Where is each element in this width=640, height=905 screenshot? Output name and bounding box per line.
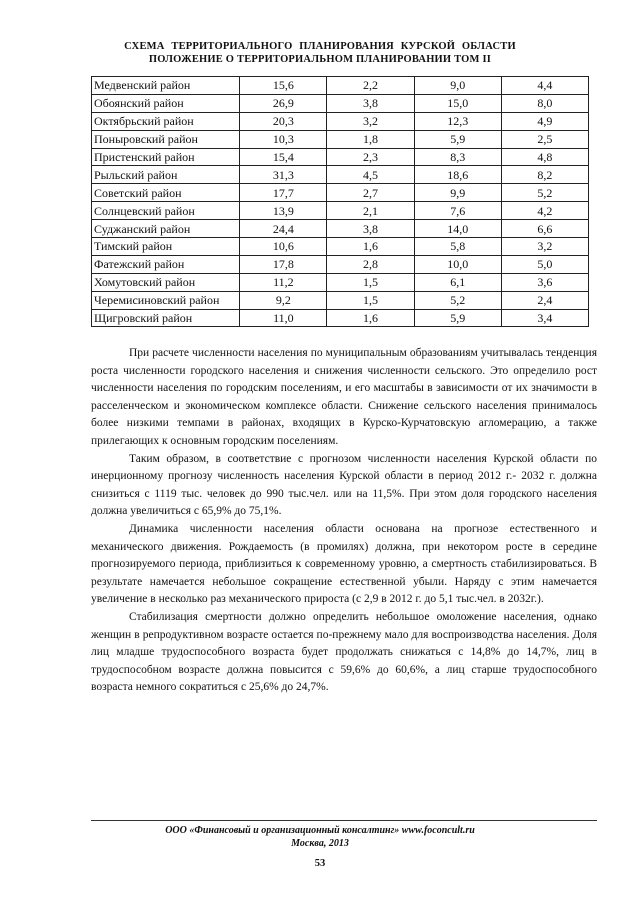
table-row bbox=[92, 309, 589, 327]
header-subtitle: ПОЛОЖЕНИЕ О ТЕРРИТОРИАЛЬНОМ ПЛАНИРОВАНИИ ТОМ II bbox=[148, 54, 492, 65]
value-cell: 5,8 bbox=[414, 238, 501, 256]
district-name-cell: Хомутовский район bbox=[92, 273, 240, 291]
table-row bbox=[92, 273, 589, 291]
district-name-cell: Солнцевский район bbox=[92, 202, 240, 220]
value-cell: 2,7 bbox=[327, 184, 414, 202]
value-cell: 17,7 bbox=[240, 184, 327, 202]
value-cell: 1,6 bbox=[327, 238, 414, 256]
value-cell: 1,8 bbox=[327, 130, 414, 148]
value-cell: 5,9 bbox=[414, 130, 501, 148]
value-cell: 10,0 bbox=[414, 255, 501, 273]
value-cell: 5,9 bbox=[414, 309, 501, 327]
value-cell: 5,2 bbox=[414, 291, 501, 309]
value-cell: 20,3 bbox=[240, 112, 327, 130]
value-cell: 10,3 bbox=[240, 130, 327, 148]
table-row bbox=[92, 112, 589, 130]
table-row bbox=[92, 94, 589, 112]
district-population-table bbox=[91, 76, 589, 327]
value-cell: 4,5 bbox=[327, 166, 414, 184]
district-name-cell: Пристенский район bbox=[92, 148, 240, 166]
value-cell: 4,2 bbox=[501, 202, 588, 220]
paragraph-4: Стабилизация смертности должно определить небольшое омоложение населения, однако женщин в репродуктивном возрасте остается по-прежнему мало для воспроизводства населения. Доля лиц младше трудоспособного возраста будет продолжать снижаться с 14,8% до 14,7%, лиц в трудоспособном возрасте должна повысится с 59,6% до 60,6%, а лиц старше трудоспособного возраста немного сократиться с 25,6% до 24,7%. bbox=[91, 610, 597, 694]
value-cell: 7,6 bbox=[414, 202, 501, 220]
value-cell: 2,4 bbox=[501, 291, 588, 309]
table-row bbox=[92, 220, 589, 238]
value-cell: 9,2 bbox=[240, 291, 327, 309]
page-footer bbox=[0, 824, 640, 850]
value-cell: 14,0 bbox=[414, 220, 501, 238]
page-number: 53 bbox=[314, 858, 326, 869]
value-cell: 8,2 bbox=[501, 166, 588, 184]
district-name-cell: Черемисиновский район bbox=[92, 291, 240, 309]
paragraph-3: Динамика численности населения области основана на прогнозе естественного и механического движения. Рождаемость (в промилях) должна, при некотором росте в середине прогнозируемого периода, приблизиться к современному уровню, а смертность стабилизироваться. В результате намечается небольшое сокращение естественной убыли. Наряду с этим намечается увеличение в несколько раз механического прироста (с 2,9 в 2012 г. до 5,1 тыс.чел. в 2032г.). bbox=[91, 522, 597, 606]
value-cell: 2,1 bbox=[327, 202, 414, 220]
value-cell: 8,3 bbox=[414, 148, 501, 166]
footer-company: ООО «Финансовый и организационный консалтинг» www.foconcult.ru bbox=[165, 825, 475, 836]
page-header bbox=[0, 40, 640, 66]
value-cell: 6,6 bbox=[501, 220, 588, 238]
value-cell: 2,2 bbox=[327, 77, 414, 95]
value-cell: 15,0 bbox=[414, 94, 501, 112]
value-cell: 9,0 bbox=[414, 77, 501, 95]
value-cell: 1,6 bbox=[327, 309, 414, 327]
value-cell: 4,8 bbox=[501, 148, 588, 166]
table-row bbox=[92, 202, 589, 220]
district-name-cell: Советский район bbox=[92, 184, 240, 202]
value-cell: 11,2 bbox=[240, 273, 327, 291]
district-name-cell: Фатежский район bbox=[92, 255, 240, 273]
district-name-cell: Октябрьский район bbox=[92, 112, 240, 130]
footer-city-year: Москва, 2013 bbox=[291, 838, 349, 849]
value-cell: 3,8 bbox=[327, 220, 414, 238]
value-cell: 10,6 bbox=[240, 238, 327, 256]
value-cell: 15,4 bbox=[240, 148, 327, 166]
value-cell: 3,2 bbox=[501, 238, 588, 256]
table-body bbox=[92, 77, 589, 327]
header-title: СХЕМА ТЕРРИТОРИАЛЬНОГО ПЛАНИРОВАНИЯ КУРСКОЙ ОБЛАСТИ bbox=[124, 41, 516, 52]
district-name-cell: Щигровский район bbox=[92, 309, 240, 327]
value-cell: 2,3 bbox=[327, 148, 414, 166]
value-cell: 11,0 bbox=[240, 309, 327, 327]
value-cell: 3,6 bbox=[501, 273, 588, 291]
value-cell: 17,8 bbox=[240, 255, 327, 273]
value-cell: 12,3 bbox=[414, 112, 501, 130]
value-cell: 5,2 bbox=[501, 184, 588, 202]
district-name-cell: Рыльский район bbox=[92, 166, 240, 184]
value-cell: 26,9 bbox=[240, 94, 327, 112]
table-row bbox=[92, 238, 589, 256]
table-row bbox=[92, 255, 589, 273]
footer-divider bbox=[91, 820, 597, 821]
value-cell: 31,3 bbox=[240, 166, 327, 184]
value-cell: 15,6 bbox=[240, 77, 327, 95]
paragraph-2: Таким образом, в соответствие с прогнозом численности населения Курской области по инерционному прогнозу численность населения Курской области в период 2012 г.- 2032 г. должна снизиться с 1119 тыс. человек до 990 тыс.чел. или на 11,5%. При этом доля городского населения должна увеличиться с 65,9% до 75,1%. bbox=[91, 452, 597, 518]
district-name-cell: Суджанский район bbox=[92, 220, 240, 238]
district-name-cell: Обоянский район bbox=[92, 94, 240, 112]
value-cell: 9,9 bbox=[414, 184, 501, 202]
value-cell: 2,8 bbox=[327, 255, 414, 273]
value-cell: 18,6 bbox=[414, 166, 501, 184]
district-name-cell: Медвенский район bbox=[92, 77, 240, 95]
value-cell: 24,4 bbox=[240, 220, 327, 238]
table-row bbox=[92, 148, 589, 166]
paragraph-1: При расчете численности населения по муниципальным образованиям учитывалась тенденция роста численности городского населения и снижения численности сельского. Это определило рост численности населения по городским поселениям, и его масштабы в зависимости от их значимости в расселенческом и экономическом комплексе области. Снижение сельского населения принималось более низкими темпами в районах, входящих в Курско-Курчатовскую агломерацию, а также прилегающих к основным городским поселениям. bbox=[91, 347, 597, 447]
value-cell: 5,0 bbox=[501, 255, 588, 273]
value-cell: 13,9 bbox=[240, 202, 327, 220]
value-cell: 4,9 bbox=[501, 112, 588, 130]
district-name-cell: Тимский район bbox=[92, 238, 240, 256]
value-cell: 4,4 bbox=[501, 77, 588, 95]
district-name-cell: Поныровский район bbox=[92, 130, 240, 148]
table-row bbox=[92, 166, 589, 184]
table-row bbox=[92, 184, 589, 202]
value-cell: 8,0 bbox=[501, 94, 588, 112]
value-cell: 3,8 bbox=[327, 94, 414, 112]
table-row bbox=[92, 77, 589, 95]
value-cell: 3,2 bbox=[327, 112, 414, 130]
table-row bbox=[92, 291, 589, 309]
value-cell: 3,4 bbox=[501, 309, 588, 327]
value-cell: 2,5 bbox=[501, 130, 588, 148]
value-cell: 1,5 bbox=[327, 273, 414, 291]
value-cell: 1,5 bbox=[327, 291, 414, 309]
body-text bbox=[91, 345, 597, 697]
table-row bbox=[92, 130, 589, 148]
value-cell: 6,1 bbox=[414, 273, 501, 291]
